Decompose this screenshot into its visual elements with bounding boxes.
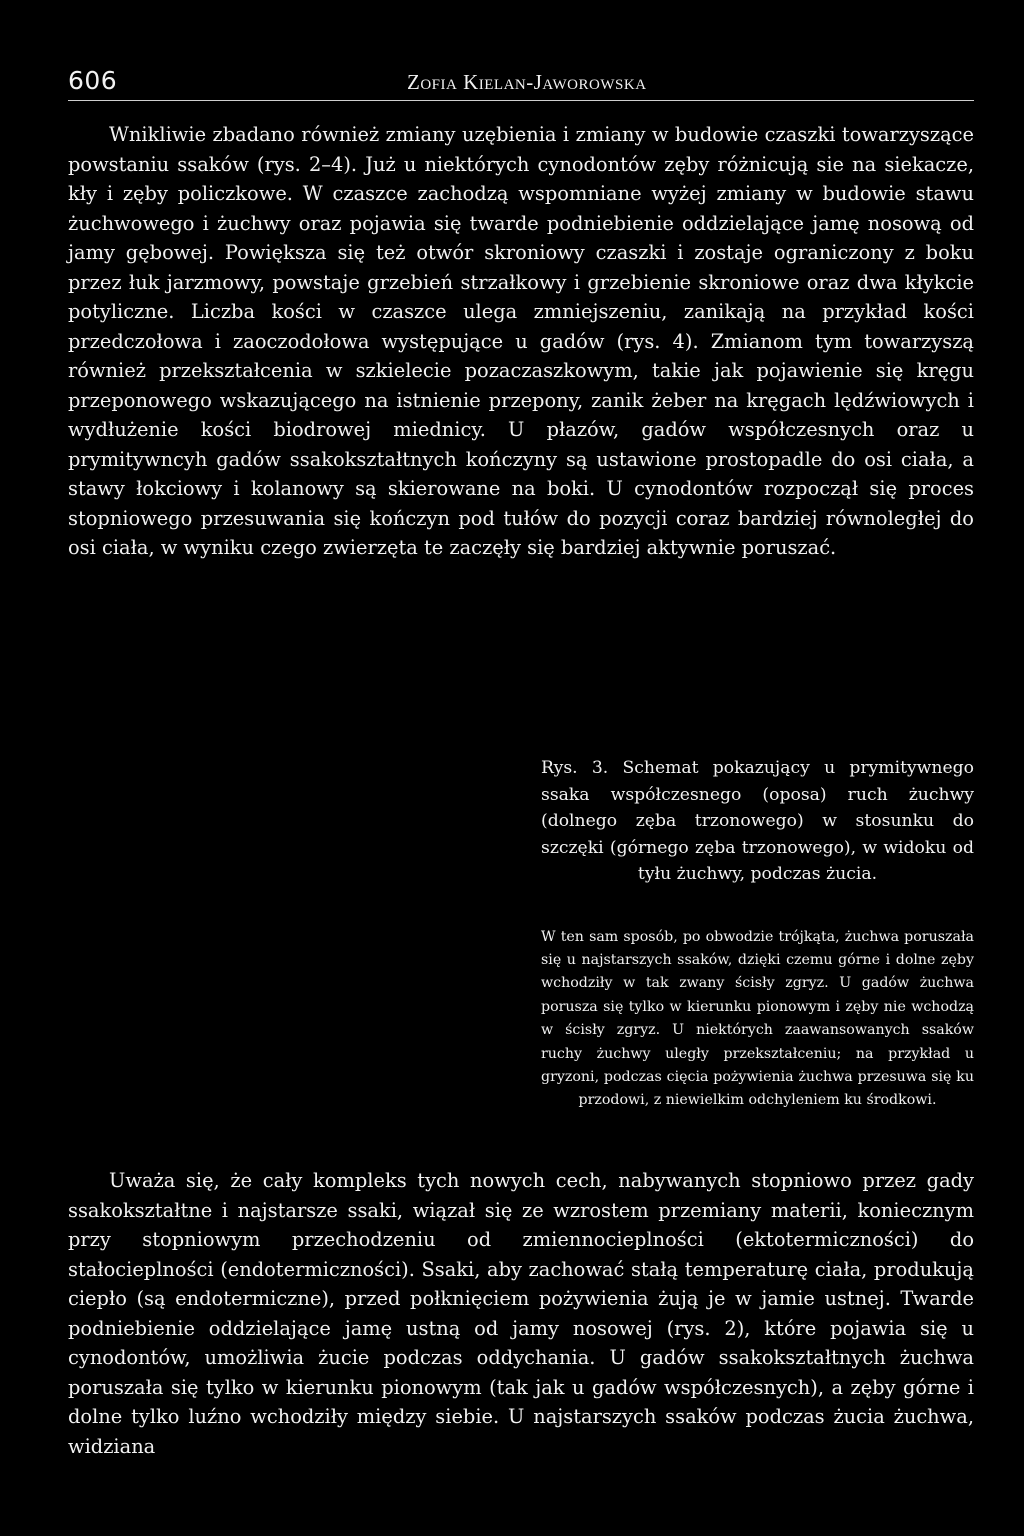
page-number: 606 [68, 66, 118, 95]
figure-caption-block [541, 755, 974, 1113]
body-paragraph-bottom: Uważa się, że cały kompleks tych nowych cech, nabywanych stopniowo przez gady ssakokształtne i najstarsze ssaki, wiązał się ze wzrostem przemiany materii, koniecznym przy stopniowym przechodzeniu od zmiennocieplności (ektotermiczności) do stałocieplności (endotermiczności). Ssaki, aby zachować stałą temperaturę ciała, produkują ciepło (są endotermiczne), przed połknięciem pożywienia żują je w jamie ustnej. Twarde podniebienie oddzielające jamę ustną od jamy nosowej (rys. 2), które pojawia się u cynodontów, umożliwia żucie podczas oddychania. U gadów ssakokształtnych żuchwa poruszała się tylko w kierunku pionowym (tak jak u gadów współczesnych), a zęby górne i dolne tylko luźno wchodziły między siebie. U najstarszych ssaków podczas żucia żuchwa, widziana [68, 1169, 974, 1458]
figure-caption: Rys. 3. Schemat pokazujący u prymitywnego ssaka współczesnego (oposa) ruch żuchwy (dolnego zęba trzonowego) w stosunku do szczęki (górnego zęba trzonowego), w widoku od tyłu żuchwy, podczas żucia. [541, 758, 974, 884]
page-header [68, 66, 974, 98]
figure-caption-note: W ten sam sposób, po obwodzie trójkąta, żuchwa poruszała się u najstarszych ssaków, dzięki czemu górne i dolne zęby wchodziły w tak zwany ścisły zgryz. U gadów żuchwa porusza się tylko w kierunku pionowym i zęby nie wchodzą w ścisły zgryz. U niektórych zaawansowanych ssaków ruchy żuchwy uległy przekształceniu; na przykład u gryzoni, podczas cięcia pożywienia żuchwa przesuwa się ku przodowi, z niewielkim odchyleniem ku środkowi. [541, 928, 974, 1109]
figure-placeholder [68, 640, 508, 1160]
header-rule [68, 100, 974, 101]
body-paragraph-top: Wnikliwie zbadano również zmiany uzębienia i zmiany w budowie czaszki towarzyszące powstaniu ssaków (rys. 2–4). Już u niektórych cynodontów zęby różnicują sie na siekacze, kły i zęby policzkowe. W czaszce zachodzą wspomniane wyżej zmiany w budowie stawu żuchwowego i żuchwy oraz pojawia się twarde podniebienie oddzielające jamę nosową od jamy gębowej. Powiększa się też otwór skroniowy czaszki i zostaje ograniczony z boku przez łuk jarzmowy, powstaje grzebień strzałkowy i grzebienie skroniowe oraz dwa kłykcie potyliczne. Liczba kości w czaszce ulega zmniejszeniu, zanikają na przykład kości przedczołowa i zaoczodołowa występujące u gadów (rys. 4). Zmianom tym towarzyszą również przekształcenia w szkielecie pozaczaszkowym, takie jak pojawienie się kręgu przeponowego wskazującego na istnienie przepony, zanik żeber na kręgach lędźwiowych i wydłużenie kości biodrowej miednicy. U płazów, gadów współczesnych oraz u prymitywncyh gadów ssakokształtnych kończyny są ustawione prostopadle do osi ciała, a stawy łokciowy i kolanowy są skierowane na boki. U cynodontów rozpoczął się proces stopniowego przesuwania się kończyn pod tułów do pozycji coraz bardziej równoległej do osi ciała, w wyniku czego zwierzęta te zaczęły się bardziej aktywnie poruszać. [68, 123, 974, 559]
running-head: Zofia Kielan-Jaworowska [407, 70, 647, 94]
